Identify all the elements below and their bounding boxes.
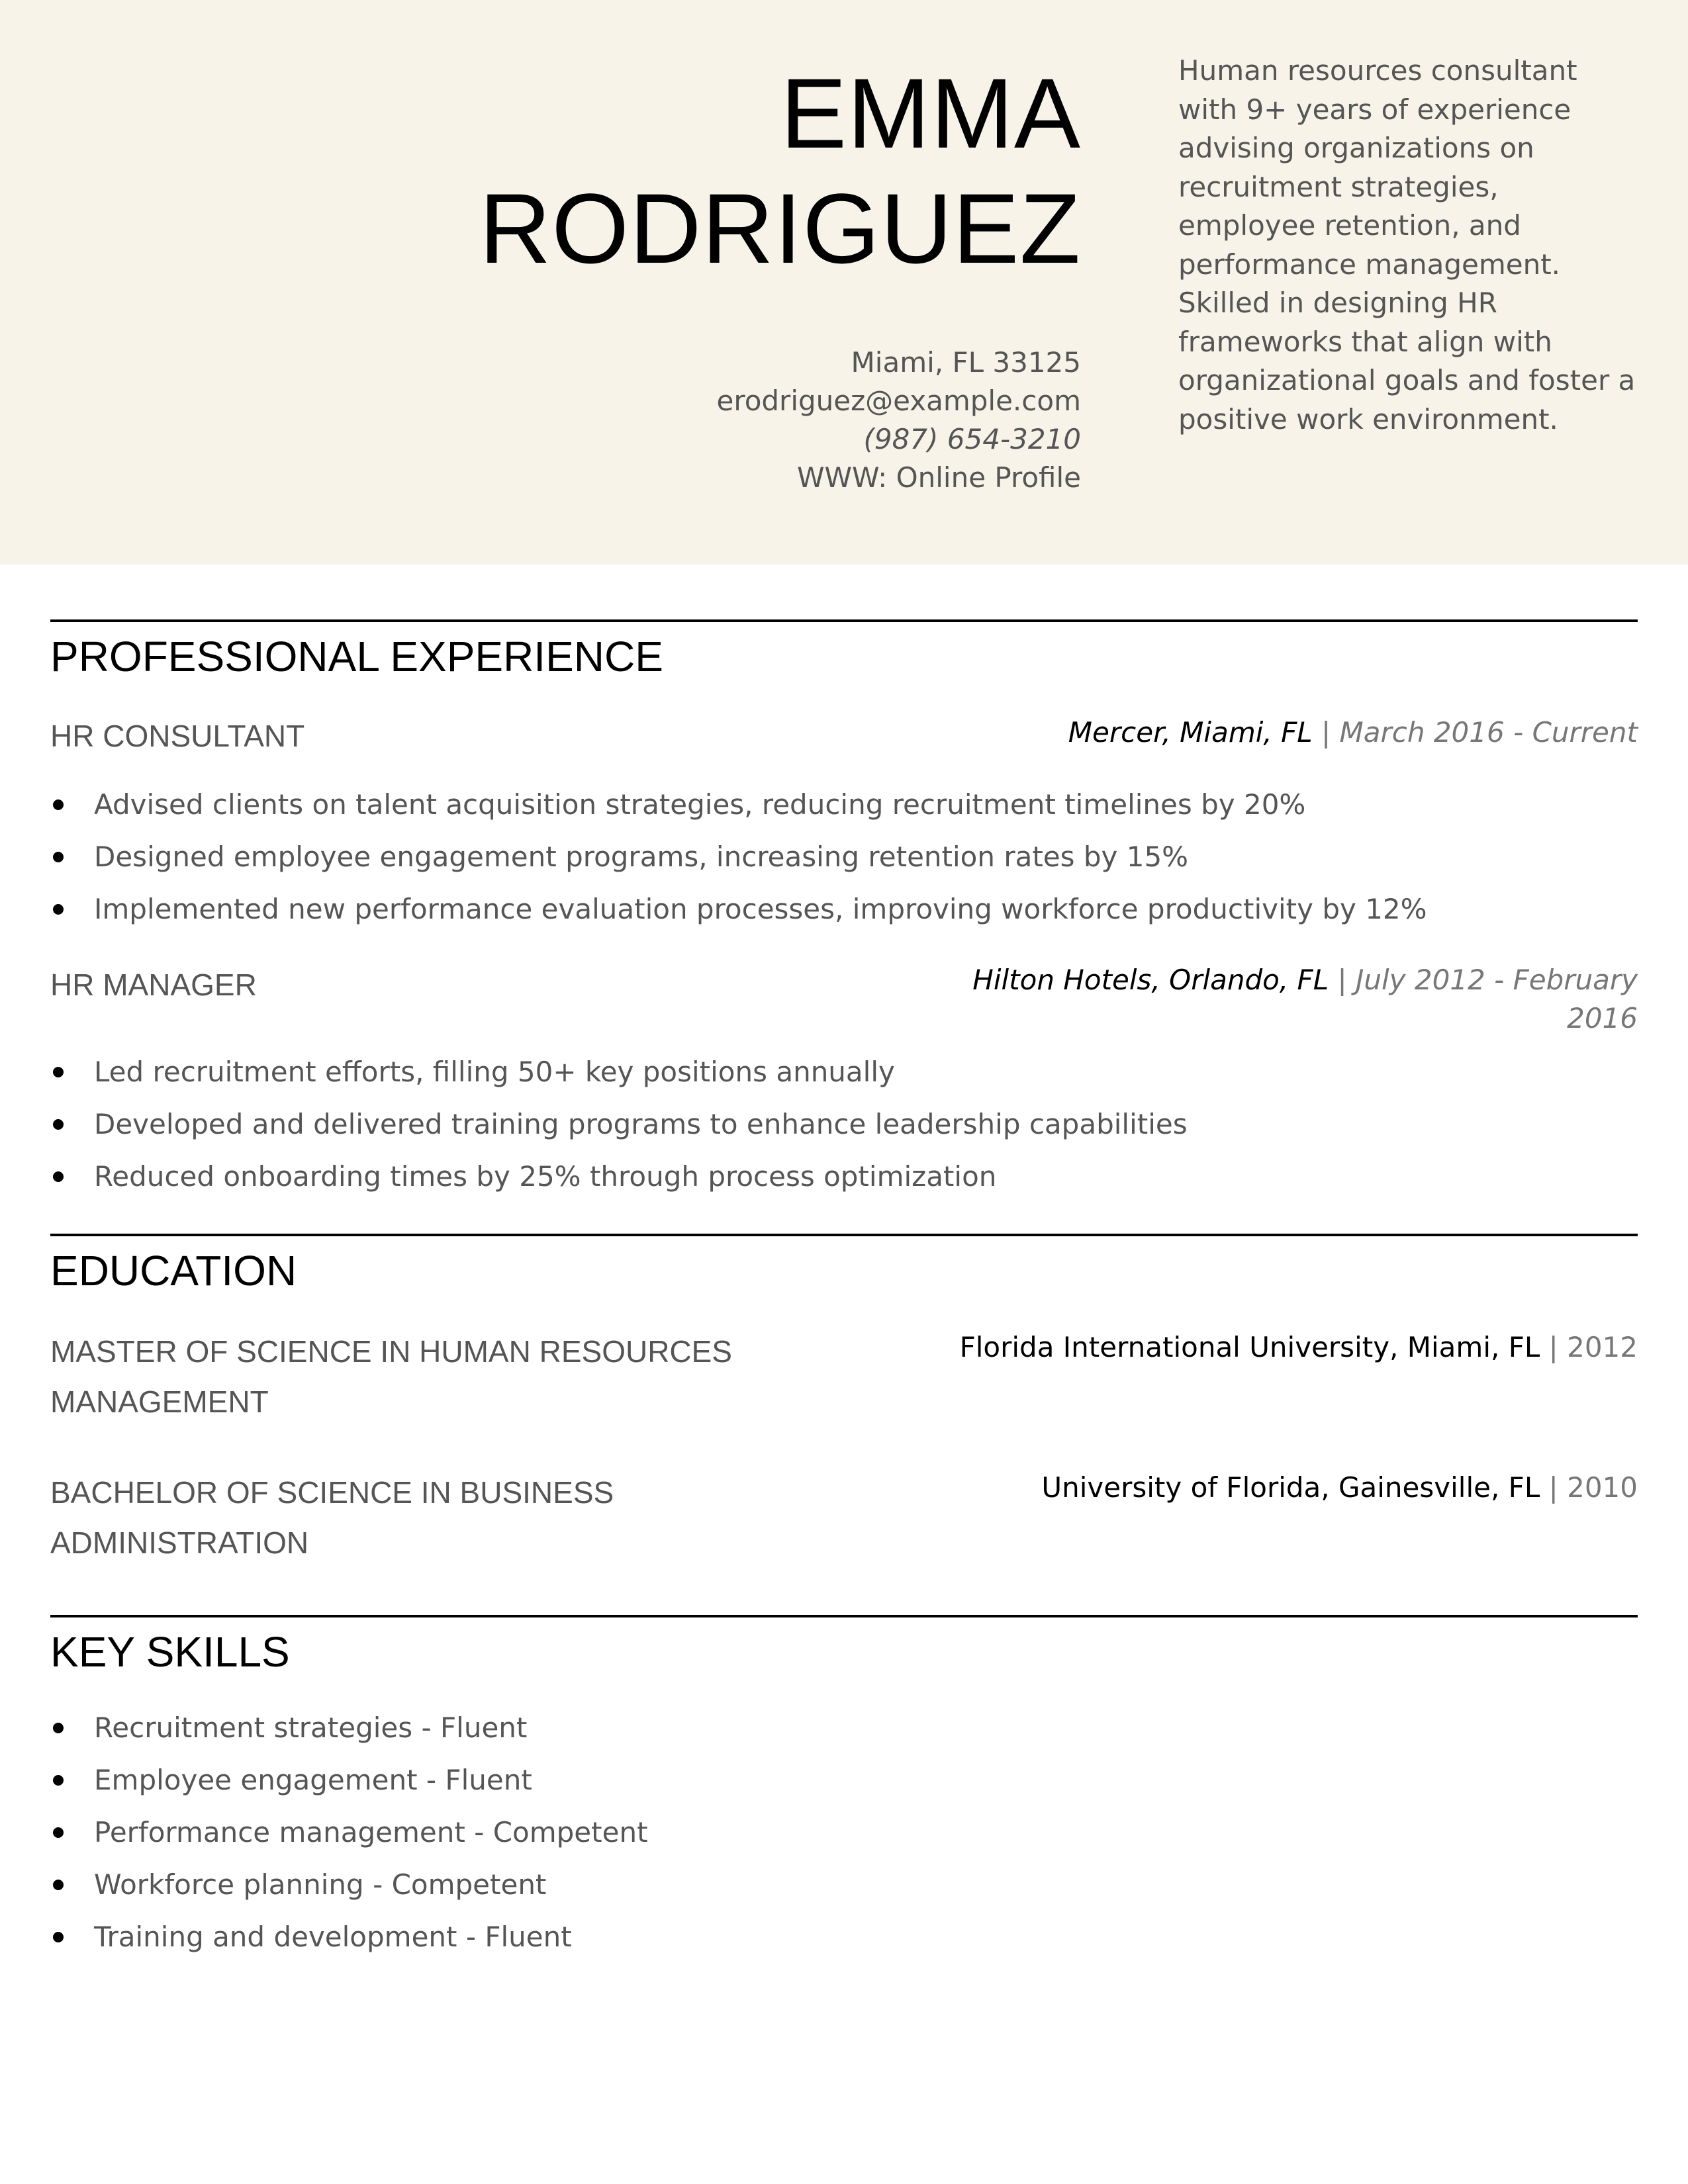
graduation-year: 2012 — [1567, 1331, 1638, 1363]
skills-list — [50, 1702, 648, 1963]
section-divider — [50, 1234, 1638, 1236]
phone-number: (987) 654-3210 — [863, 423, 1081, 455]
list-item: Developed and delivered training programs to enhance leadership capabilities — [50, 1098, 1188, 1150]
section-divider — [50, 619, 1638, 622]
bullet-icon — [53, 799, 64, 810]
section-title-education: EDUCATION — [50, 1247, 297, 1295]
list-item: Recruitment strategies - Fluent — [50, 1702, 648, 1754]
job-dates: March 2016 - Current — [1339, 716, 1638, 749]
section-title-skills: KEY SKILLS — [50, 1628, 290, 1676]
section-divider — [50, 1615, 1638, 1617]
job-title: HR MANAGER — [50, 968, 257, 1002]
bullet-icon — [53, 1775, 64, 1786]
bullet-icon — [53, 904, 64, 915]
candidate-name — [353, 56, 1081, 286]
name-last: RODRIGUEZ — [479, 173, 1081, 284]
job-title: HR CONSULTANT — [50, 719, 305, 753]
list-item: Employee engagement - Fluent — [50, 1754, 648, 1806]
job-meta: Mercer, Miami, FL | March 2016 - Current — [1068, 716, 1638, 749]
list-item: Implemented new performance evaluation processes, improving workforce productivity by 12% — [50, 883, 1427, 935]
job-meta: Hilton Hotels, Orlando, FL | July 2012 - February 2016 — [972, 961, 1638, 1038]
education-meta: Florida International University, Miami, FL | 2012 — [959, 1331, 1638, 1363]
bullet-icon — [53, 1723, 64, 1733]
job-dates: July 2012 - February — [1355, 964, 1638, 996]
list-item: Performance management - Competent — [50, 1806, 648, 1858]
professional-summary: Human resources consultant with 9+ years of experience advising organizations on recruitment strategies, employee retention, and performance management. Skilled in designing HR frameworks that align with organizational goals and foster a positive work environment. — [1178, 54, 1636, 435]
location: Miami, FL 33125 — [851, 346, 1081, 379]
degree-title: MASTER OF SCIENCE IN HUMAN RESOURCES MANAGEMENT — [50, 1334, 732, 1419]
degree-title: BACHELOR OF SCIENCE IN BUSINESS ADMINISTRATION — [50, 1475, 614, 1560]
list-item: Designed employee engagement programs, increasing retention rates by 15% — [50, 831, 1427, 883]
bullet-icon — [53, 1067, 64, 1077]
job-bullets — [50, 778, 1427, 935]
contact-info — [485, 343, 1081, 497]
list-item: Training and development - Fluent — [50, 1911, 648, 1963]
job-org: Mercer, Miami, FL — [1068, 716, 1313, 749]
job-dates-continued: 2016 — [1567, 1002, 1638, 1034]
bullet-icon — [53, 1119, 64, 1130]
name-first: EMMA — [780, 58, 1081, 169]
school-name: University of Florida, Gainesville, FL — [1041, 1471, 1540, 1504]
job-org: Hilton Hotels, Orlando, FL — [972, 964, 1329, 996]
website-link[interactable]: WWW: Online Profile — [796, 461, 1081, 494]
list-item: Workforce planning - Competent — [50, 1858, 648, 1911]
list-item: Reduced onboarding times by 25% through process optimization — [50, 1150, 1188, 1203]
education-meta: University of Florida, Gainesville, FL | 2010 — [1041, 1471, 1638, 1504]
list-item: Led recruitment efforts, filling 50+ key positions annually — [50, 1046, 1188, 1098]
graduation-year: 2010 — [1567, 1471, 1638, 1504]
list-item: Advised clients on talent acquisition strategies, reducing recruitment timelines by 20% — [50, 778, 1427, 831]
school-name: Florida International University, Miami, FL — [959, 1331, 1540, 1363]
bullet-icon — [53, 1932, 64, 1942]
job-bullets — [50, 1046, 1188, 1203]
section-title-experience: PROFESSIONAL EXPERIENCE — [50, 633, 663, 680]
bullet-icon — [53, 852, 64, 862]
bullet-icon — [53, 1827, 64, 1838]
bullet-icon — [53, 1171, 64, 1182]
email-link[interactable]: erodriguez@example.com — [716, 385, 1081, 417]
bullet-icon — [53, 1880, 64, 1890]
header-band — [0, 0, 1688, 565]
